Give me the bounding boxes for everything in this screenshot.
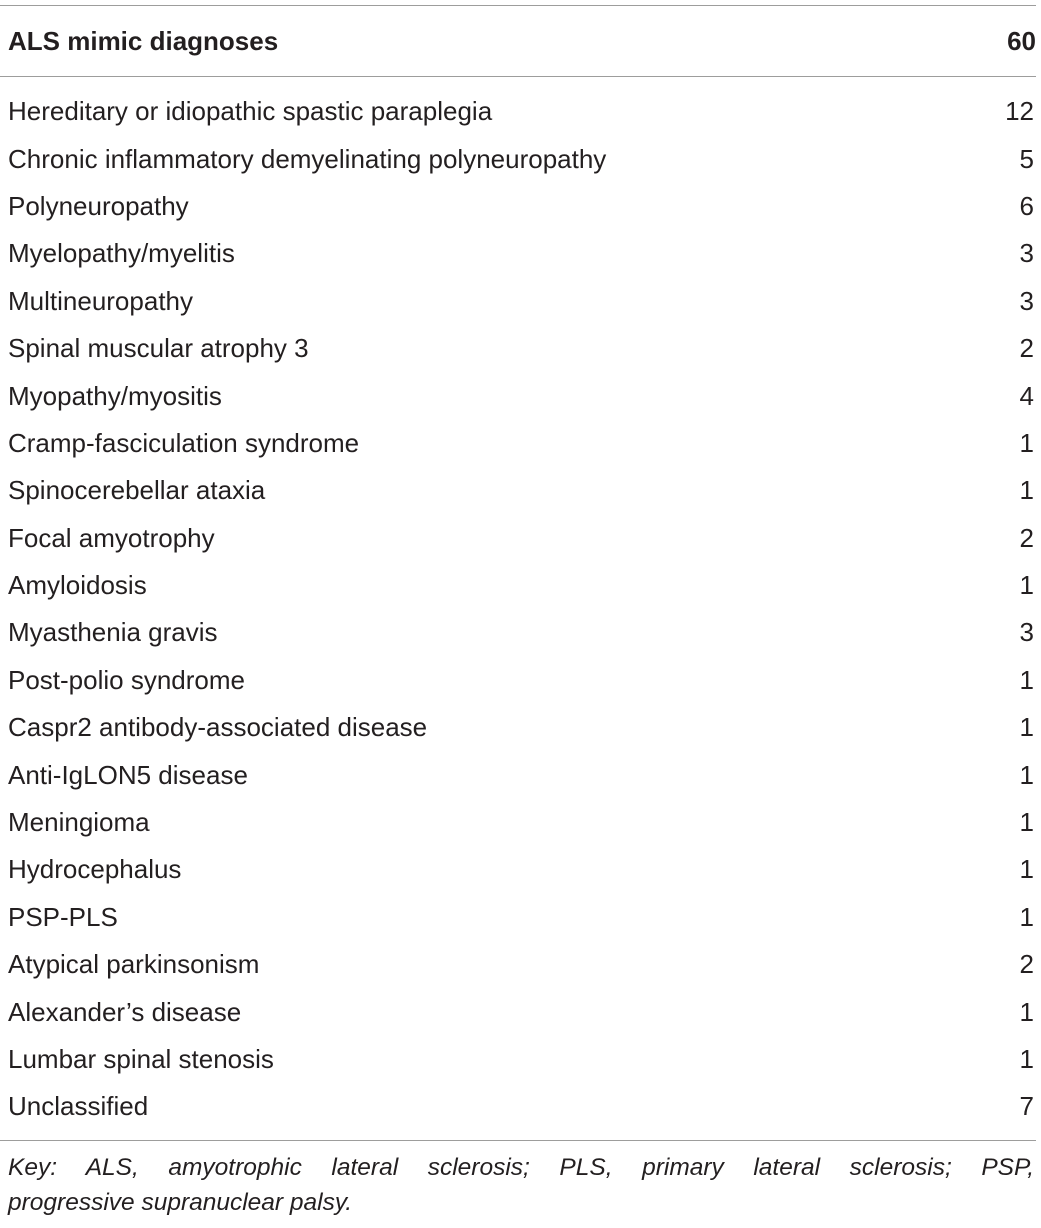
row-value: 1 — [1019, 759, 1034, 790]
table-row — [8, 420, 1036, 467]
row-value: 1 — [1019, 901, 1034, 932]
table-row — [8, 799, 1036, 846]
table-row — [8, 1036, 1036, 1083]
row-value: 1 — [1019, 807, 1034, 838]
footnote-line-1: Key: ALS, amyotrophic lateral sclerosis; PLS, primary lateral sclerosis; PSP, — [8, 1154, 1034, 1181]
table-row — [8, 751, 1036, 798]
row-value: 1 — [1019, 712, 1034, 743]
row-value: 1 — [1019, 570, 1034, 601]
row-label: Spinal muscular atrophy 3 — [8, 333, 309, 364]
table-row — [8, 988, 1036, 1035]
footnote-line-2: progressive supranuclear palsy. — [8, 1189, 353, 1216]
row-label: Post-polio syndrome — [8, 664, 245, 695]
row-label: Spinocerebellar ataxia — [8, 475, 266, 506]
row-value: 7 — [1019, 1091, 1034, 1122]
row-label: Myopathy/myositis — [8, 380, 222, 411]
top-rule — [0, 5, 1036, 6]
row-value: 1 — [1019, 664, 1034, 695]
table-row — [8, 609, 1036, 656]
row-value: 6 — [1019, 190, 1034, 221]
table-row — [8, 846, 1036, 893]
row-value: 1 — [1019, 1044, 1034, 1074]
table-row — [8, 278, 1036, 325]
table-row — [8, 88, 1036, 135]
row-label: Chronic inflammatory demyelinating polyneuropathy — [8, 143, 607, 174]
footer-rule — [0, 1140, 1036, 1141]
table-header-row — [8, 20, 1036, 62]
row-label: Caspr2 antibody-associated disease — [8, 712, 428, 743]
header-count: 60 — [1007, 25, 1036, 56]
row-label: Unclassified — [8, 1091, 149, 1122]
row-value: 1 — [1019, 996, 1034, 1027]
row-label: PSP-PLS — [8, 901, 118, 932]
row-value: 3 — [1019, 238, 1034, 269]
row-value: 1 — [1019, 427, 1034, 458]
table-row — [8, 135, 1036, 182]
row-label: Amyloidosis — [8, 570, 147, 601]
row-value: 2 — [1019, 333, 1034, 364]
row-label: Focal amyotrophy — [8, 522, 215, 553]
row-value: 1 — [1019, 475, 1034, 506]
row-label: Cramp-fasciculation syndrome — [8, 427, 360, 458]
row-value: 3 — [1019, 285, 1034, 316]
row-label: Anti-IgLON5 disease — [8, 759, 248, 790]
table-footnote — [8, 1150, 1034, 1220]
table-row — [8, 562, 1036, 609]
row-label: Myasthenia gravis — [8, 617, 218, 648]
row-label: Lumbar spinal stenosis — [8, 1044, 274, 1074]
row-label: Multineuropathy — [8, 285, 193, 316]
table-row — [8, 657, 1036, 704]
table-row — [8, 230, 1036, 277]
row-value: 4 — [1019, 380, 1034, 411]
table-body — [8, 88, 1036, 1131]
table-row — [8, 515, 1036, 562]
row-value: 5 — [1019, 143, 1034, 174]
table-row — [8, 325, 1036, 372]
row-value: 3 — [1019, 617, 1034, 648]
row-value: 2 — [1019, 949, 1034, 980]
table-row — [8, 941, 1036, 988]
table-row — [8, 894, 1036, 941]
row-label: Meningioma — [8, 807, 150, 838]
row-label: Polyneuropathy — [8, 190, 189, 221]
row-label: Myelopathy/myelitis — [8, 238, 235, 269]
header-rule — [0, 76, 1036, 77]
row-label: Hereditary or idiopathic spastic paraplegia — [8, 96, 493, 127]
table-row — [8, 1083, 1036, 1130]
row-label: Atypical parkinsonism — [8, 949, 260, 980]
table-row — [8, 372, 1036, 419]
row-value: 12 — [1005, 96, 1034, 127]
row-value: 2 — [1019, 522, 1034, 553]
table-row — [8, 467, 1036, 514]
header-label: ALS mimic diagnoses — [8, 25, 279, 56]
table-row — [8, 183, 1036, 230]
row-label: Hydrocephalus — [8, 854, 182, 885]
row-label: Alexander’s disease — [8, 996, 242, 1027]
table-row — [8, 704, 1036, 751]
row-value: 1 — [1019, 854, 1034, 885]
